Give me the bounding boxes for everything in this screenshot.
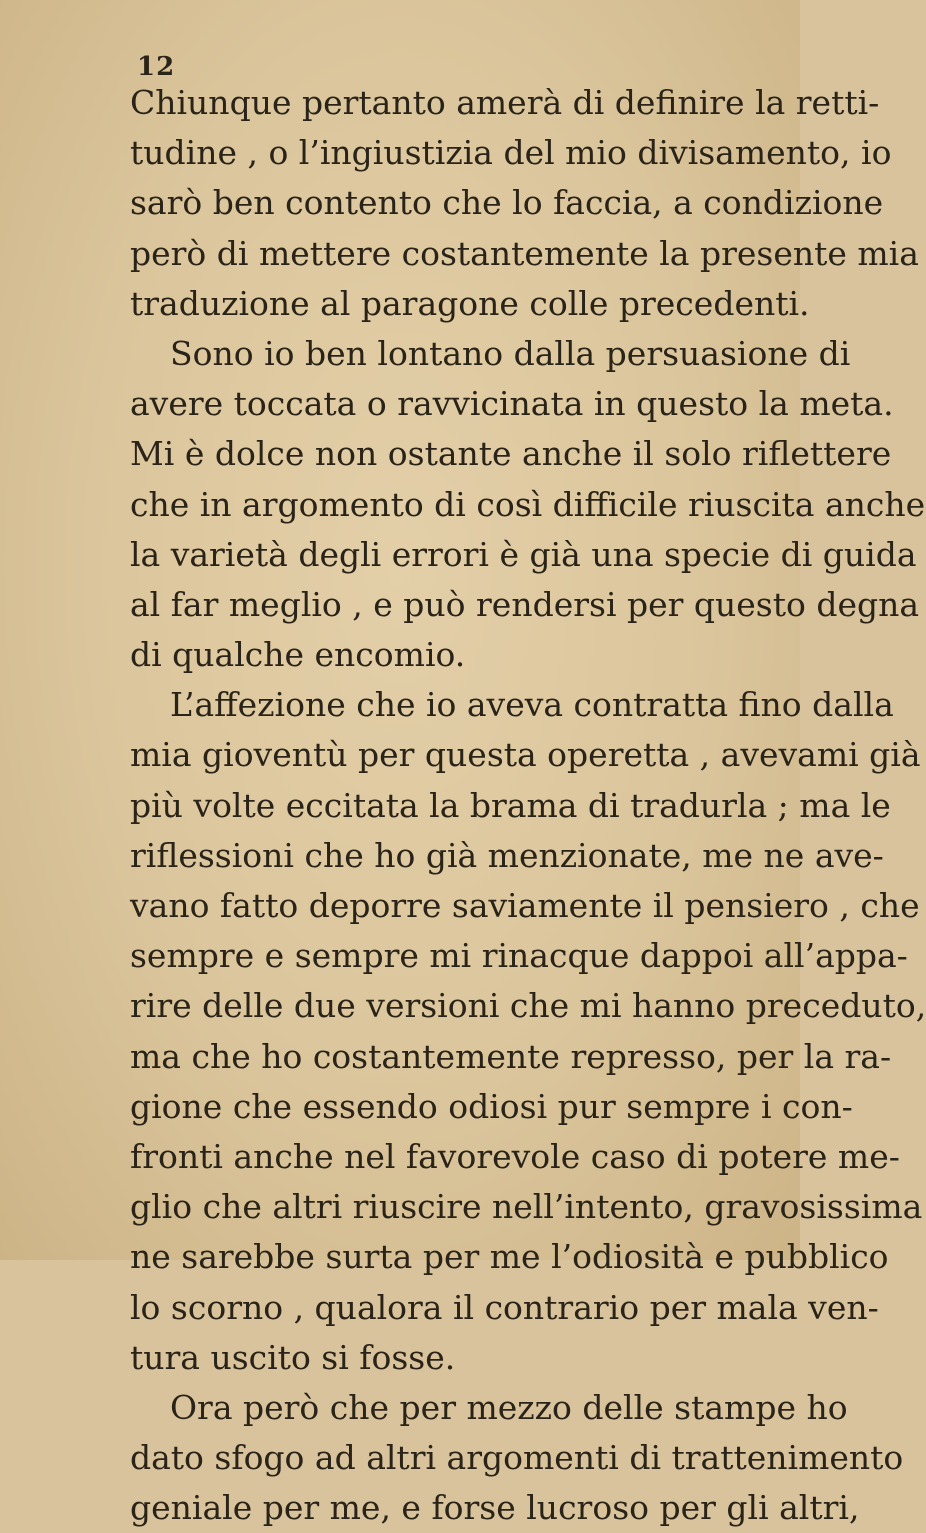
text-line: avere toccata o ravvicinata in questo la meta. (130, 384, 894, 424)
text-line: ne sarebbe surta per me l’odiosità e pubblico (130, 1237, 889, 1277)
text-line: sarò ben contento che lo faccia, a condizione (130, 183, 884, 223)
text-line: lo scorno , qualora il contrario per mala ven- (130, 1287, 879, 1327)
text-line: gione che essendo odiosi pur sempre i con- (130, 1086, 853, 1126)
text-line: al far meglio , e può rendersi per questo degna (130, 584, 920, 624)
paragraph-start-line: L’affezione che io aveva contratta fino dalla (170, 685, 894, 725)
text-line: riflessioni che ho già menzionate, me ne ave- (130, 835, 884, 875)
text-line: glio che altri riuscire nell’intento, gravosissima (130, 1187, 923, 1227)
text-line: che in argomento di così difficile riuscita anche (130, 484, 926, 524)
text-line: fronti anche nel favorevole caso di potere me- (130, 1136, 900, 1176)
text-line: sempre e sempre mi rinacque dappoi all’appa- (130, 936, 908, 976)
text-line: più volte eccitata la brama di tradurla ; ma le (130, 785, 891, 825)
text-line: geniale per me, e forse lucroso per gli altri, (130, 1488, 860, 1528)
text-line: ma che ho costantemente represso, per la ra- (130, 1036, 892, 1076)
body-text (130, 78, 926, 1533)
text-line: tura uscito si fosse. (130, 1337, 456, 1377)
text-line: tudine , o l’ingiustizia del mio divisamento, io (130, 133, 892, 173)
text-line: Chiunque pertanto amerà di definire la retti- (130, 83, 880, 122)
paragraph-start-line: Ora però che per mezzo delle stampe ho (170, 1387, 848, 1427)
text-line: la varietà degli errori è già una specie di guida (130, 534, 917, 574)
text-line: traduzione al paragone colle precedenti. (130, 283, 810, 323)
text-line: però di mettere costantemente la presente mia (130, 233, 919, 273)
text-line: rire delle due versioni che mi hanno preceduto, (130, 986, 926, 1026)
text-line: di qualche encomio. (130, 635, 466, 675)
paragraph-start-line: Sono io ben lontano dalla persuasione di (170, 333, 851, 373)
text-line: dato sfogo ad altri argomenti di trattenimento (130, 1438, 904, 1478)
page-number: 12 (137, 52, 176, 82)
text-line: vano fatto deporre saviamente il pensiero , che (130, 886, 920, 925)
text-line: mia gioventù per questa operetta , avevami già (130, 735, 921, 775)
text-line: Mi è dolce non ostante anche il solo riflettere (130, 434, 892, 474)
